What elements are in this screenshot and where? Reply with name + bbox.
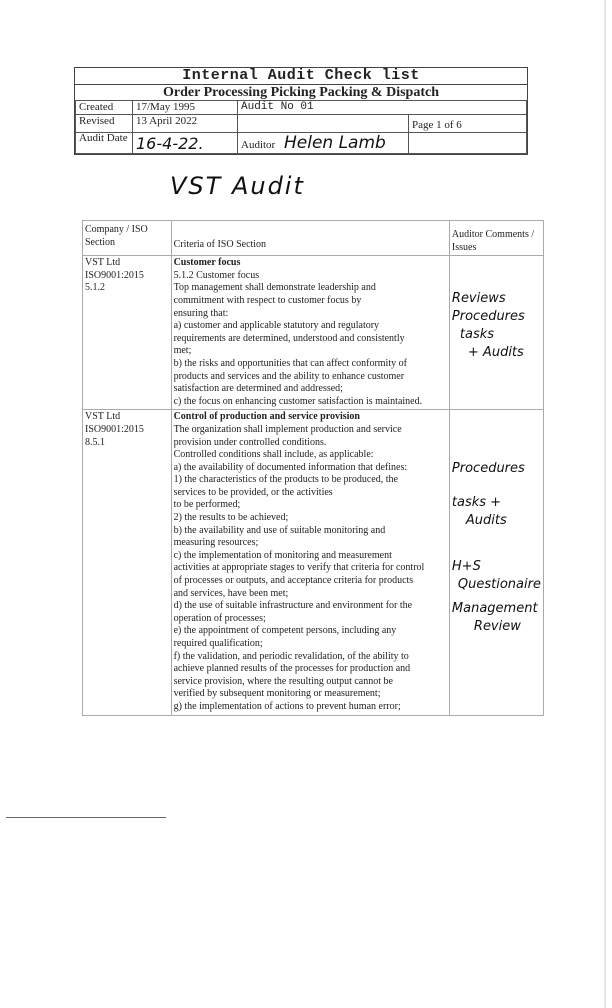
criteria-line: c) the focus on enhancing customer satisfaction is maintained. — [173, 395, 423, 407]
revised-label: Revised — [76, 115, 133, 133]
auditor-cell — [238, 133, 409, 154]
handwritten-comment: Procedures — [451, 461, 525, 477]
table-row — [83, 256, 544, 410]
company-name: VST Ltd — [85, 411, 121, 423]
criteria-line: required qualification; — [173, 638, 263, 649]
criteria-line: service provision, where the resulting output cannot be — [173, 675, 393, 687]
comments-cell — [449, 410, 543, 715]
scan-edge — [604, 0, 606, 1008]
created-label: Created — [76, 101, 133, 115]
criteria-line: provision under controlled conditions. — [173, 436, 327, 448]
revised-value: 13 April 2022 — [133, 115, 238, 133]
column-header-comments: Auditor Comments / Issues — [449, 221, 543, 256]
criteria-line: achieve planned results of the processes for production and — [173, 663, 411, 675]
handwritten-heading: VST Audit — [170, 172, 305, 200]
handwritten-comment: Procedures — [451, 309, 525, 325]
criteria-title: Control of production and service provision — [173, 411, 360, 423]
handwritten-comment: Audits — [465, 513, 507, 529]
company-name: VST Ltd — [85, 257, 121, 269]
iso-section: 5.1.2 — [85, 282, 105, 294]
company-cell — [83, 410, 172, 715]
criteria-line: 2) the results to be achieved; — [173, 512, 289, 524]
criteria-line: to be performed; — [173, 499, 241, 511]
criteria-line: commitment with respect to customer focus by — [173, 294, 362, 306]
criteria-line: met; — [173, 345, 192, 357]
criteria-line: f) the validation, and periodic revalidation, of the ability to — [173, 650, 409, 662]
comments-cell — [449, 256, 543, 410]
criteria-line: a) customer and applicable statutory and regulatory — [173, 320, 380, 332]
criteria-line: services to be provided, or the activities — [173, 486, 333, 498]
criteria-line: ensuring that: — [173, 307, 229, 319]
handwritten-comment: Review — [473, 619, 521, 635]
handwritten-comment: tasks — [459, 327, 495, 343]
table-header-row — [83, 221, 544, 256]
criteria-line: activities at appropriate stages to verify that criteria for control — [173, 562, 425, 574]
header-meta-table — [75, 100, 527, 154]
audit-date-value: 16-4-22. — [133, 133, 238, 154]
criteria-line: d) the use of suitable infrastructure and environment for the — [173, 600, 413, 612]
company-cell — [83, 256, 172, 410]
audit-number: Audit No 01 — [238, 101, 527, 115]
criteria-line: 5.1.2 Customer focus — [173, 269, 260, 281]
criteria-cell — [171, 410, 449, 715]
column-header-company: Company / ISO Section — [83, 221, 172, 256]
criteria-line: operation of processes; — [173, 612, 266, 624]
handwritten-comment: Management — [451, 601, 538, 617]
document-subtitle: Order Processing Picking Packing & Dispatch — [75, 84, 527, 100]
criteria-title: Customer focus — [173, 257, 241, 269]
table-row — [83, 410, 544, 715]
criteria-line: measuring resources; — [173, 537, 259, 549]
criteria-line: verified by subsequent monitoring or measurement; — [173, 688, 381, 700]
handwritten-comment: Reviews — [451, 291, 506, 307]
iso-standard: ISO9001:2015 — [85, 269, 144, 281]
criteria-cell — [171, 256, 449, 410]
iso-section: 8.5.1 — [85, 436, 105, 448]
criteria-line: Top management shall demonstrate leadership and — [173, 282, 376, 294]
handwritten-comment: + Audits — [467, 345, 524, 361]
created-value: 17/May 1995 — [133, 101, 238, 115]
column-header-criteria: Criteria of ISO Section — [171, 221, 449, 256]
page-number: Page 1 of 6 — [409, 115, 527, 133]
criteria-line: c) the implementation of monitoring and measurement — [173, 549, 392, 561]
iso-standard: ISO9001:2015 — [85, 423, 144, 435]
auditor-signature: Helen Lamb — [283, 133, 386, 153]
criteria-line: g) the implementation of actions to prevent human error; — [173, 700, 401, 712]
audit-date-label: Audit Date — [76, 133, 133, 154]
criteria-line: requirements are determined, understood and consistently — [173, 332, 405, 344]
criteria-line: of processes or outputs, and acceptance criteria for products — [173, 575, 414, 587]
criteria-line: 1) the characteristics of the products to be produced, the — [173, 474, 398, 486]
handwritten-comment: H+S — [451, 559, 481, 575]
criteria-line: e) the appointment of competent persons, including any — [173, 625, 397, 637]
handwritten-comment: tasks + — [451, 495, 502, 511]
auditor-label: Auditor — [241, 139, 276, 151]
scan-artifact-line — [6, 817, 166, 818]
criteria-line: and services, have been met; — [173, 587, 289, 599]
criteria-line: The organization shall implement production and service — [173, 423, 402, 435]
criteria-line: a) the availability of documented information that defines: — [173, 461, 408, 473]
criteria-line: b) the risks and opportunities that can affect conformity of — [173, 357, 407, 369]
audit-header — [74, 67, 528, 155]
criteria-line: b) the availability and use of suitable monitoring and — [173, 524, 386, 536]
criteria-line: Controlled conditions shall include, as applicable: — [173, 449, 374, 461]
audit-criteria-table — [82, 220, 544, 716]
criteria-line: products and services and the ability to enhance customer — [173, 370, 405, 382]
document-title: Internal Audit Check list — [182, 67, 420, 84]
criteria-line: satisfaction are determined and addressed; — [173, 383, 343, 395]
handwritten-comment: Questionaire — [457, 577, 541, 593]
